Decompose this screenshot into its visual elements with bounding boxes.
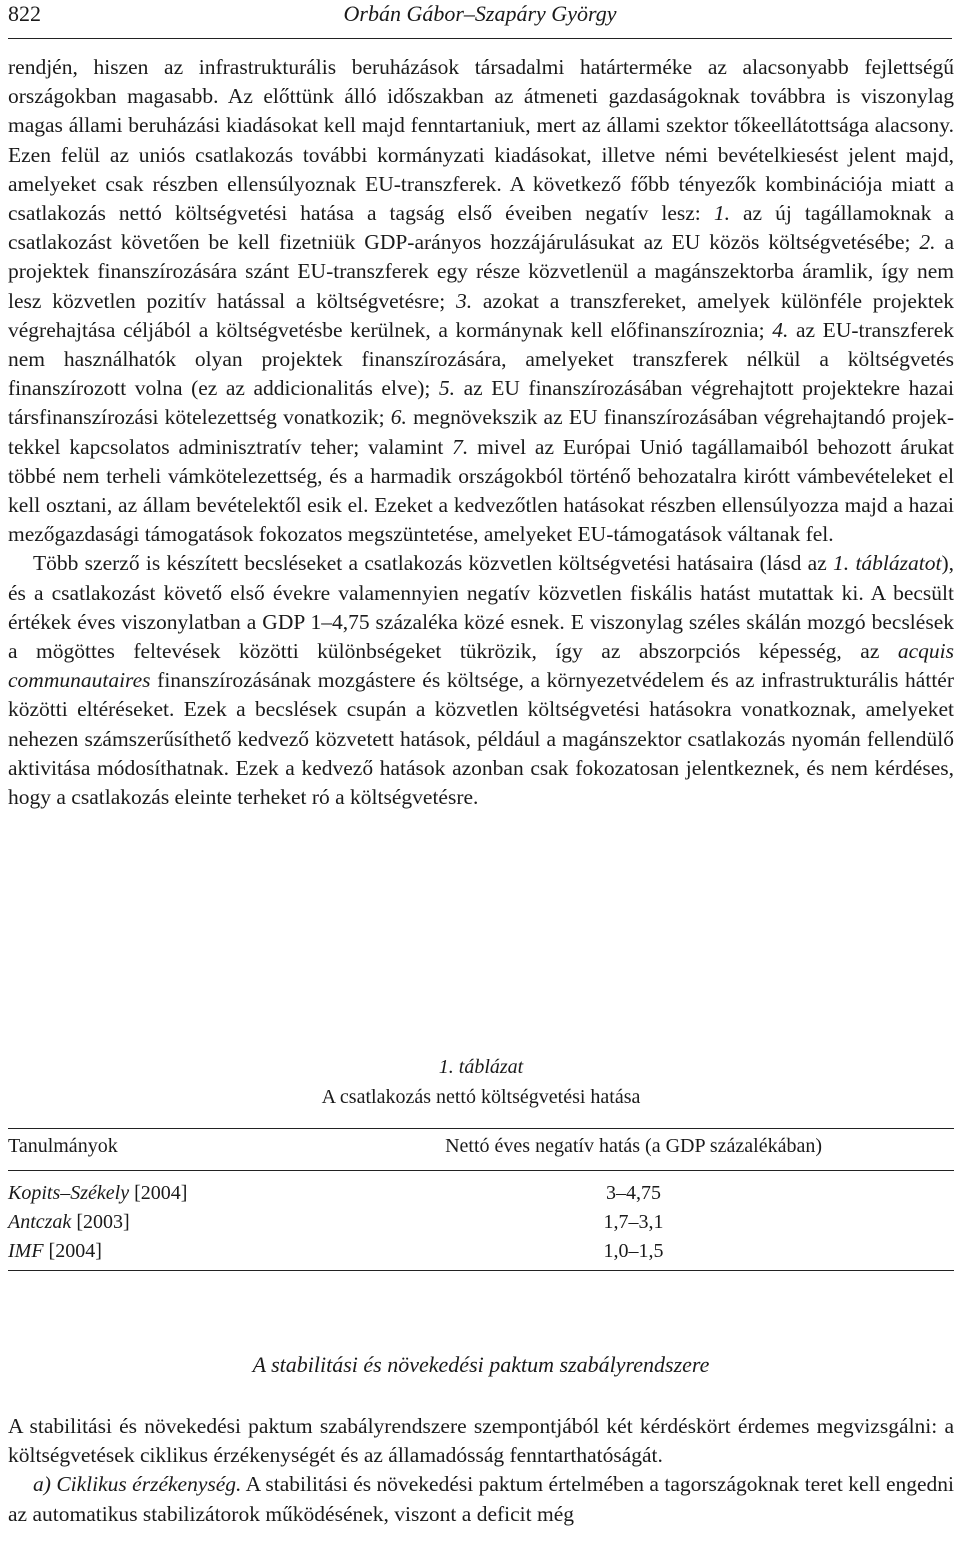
- section-text: [8, 1412, 954, 1529]
- row-author: IMF: [8, 1240, 44, 1262]
- paragraph-1: rendjén, hiszen az infrastrukturális beruházások társadalmi határterméke az alacsonyabb fejlettségű országokban magasabb. Az előttünk álló időszakban az átmeneti gazdaságoknak továbbra is viszonylag magas állami beruházási kiadásokat kell majd fenntartaniuk, mert az állami szektor tőkeellátottsága alacsony. Ezen felül az uniós csatlakozás további kormányzati kiadásokat, illetve némi bevételkiesést jelent majd, amelyeket csak részben ellensúlyoznak EU-transzferek. A következő főbb tényezők kombinációja miatt a csatlakozás nettó költségvetési hatása a tagság első éveiben negatív lesz: 1. az új tagállamoknak a csatlakozást követően be kell fizetniük GDP-arányos hozzájárulásukat az EU közös költségvetésébe; 2. a projektek finanszírozására szánt EU-transzferek egy része közvetlenül a magánszektorba áramlik, így nem lesz közvetlen pozitív hatással a költségvetésre; 3. azokat a transzfereket, amelyek különféle projektek végrehajtása céljából a költségvetésbe kerülnek, a kormánynak kell előfinanszíroznia; 4. az EU-transzferek nem használhatók olyan projektek finanszírozására, amelyeket transzferek nélkül a költségvetés finanszírozott volna (ez az addicionalitás elve); 5. az EU finanszírozásában végrehajtott projektekre hazai társfinanszírozási kötelezettség vonatkozik; 6. megnövekszik az EU finanszírozásában végrehajtandó projektekkel kapcsolatos adminisztratív teher; valamint 7. mivel az Európai Unió tagállamaiból behozott árukat többé nem terheli vámkötelezettség, és a harmadik országokból történő behozatalra kirótt vámbevételeket el kell osztani, az állam bevételektől esik el. Ezeket a kedvezőtlen hatásokat részben ellensúlyozza majd a hazai mezőgazdasági támogatások fokozatos megszüntetése, amelyeket EU-támogatások váltanak fel.: [8, 55, 954, 547]
- table-row: [8, 1208, 954, 1237]
- page-header: [8, 0, 952, 40]
- row-author: Antczak: [8, 1211, 72, 1233]
- table-caption: [8, 1052, 954, 1112]
- row-year: [2003]: [76, 1211, 130, 1233]
- row-year: [2004]: [48, 1240, 102, 1262]
- data-table: [8, 1128, 954, 1271]
- page-number: 822: [8, 1, 41, 26]
- row-author: Kopits–Székely: [8, 1182, 130, 1204]
- row-value: 1,7–3,1: [603, 1211, 664, 1233]
- section-paragraph-1: A stabilitási és növekedési paktum szabályrendszere szempontjából két kérdéskört érdemes megvizsgálni: a költségvetések ciklikus érzékenységét és az államadósság fenntarthatóságát.: [8, 1414, 954, 1468]
- table-col-studies: Tanulmányok: [8, 1129, 313, 1171]
- running-title: Orbán Gábor–Szapáry György: [343, 1, 617, 26]
- row-value: 1,0–1,5: [313, 1237, 954, 1271]
- row-year: [2004]: [134, 1182, 188, 1204]
- row-value: 3–4,75: [606, 1182, 662, 1204]
- table-col-effect: Nettó éves negatív hatás (a GDP százalékában): [313, 1129, 954, 1171]
- table-number: 1. táblázat: [438, 1056, 524, 1078]
- section-heading: A stabilitási és növekedési paktum szabályrendszere: [252, 1352, 710, 1377]
- section-paragraph-2: a) Ciklikus érzékenység. A stabilitási és növekedési paktum értelmében a tagországoknak teret kell engedni az automatikus stabilizátorok működésének, viszont a deficit még: [8, 1472, 955, 1526]
- header-rule: [8, 38, 952, 39]
- table-title: A csatlakozás nettó költségvetési hatása: [321, 1086, 641, 1108]
- table-header-row: [8, 1129, 954, 1171]
- table-row: [8, 1171, 954, 1209]
- main-text: [8, 53, 954, 812]
- subsection-label: a) Ciklikus érzékenység.: [33, 1472, 242, 1497]
- paragraph-2: Több szerző is készített becsléseket a csatlakozás közvetlen költségvetési hatásaira (lásd az 1. táblázatot), és a csatlakozást követő első évekre valamennyien negatív közvetlen fiskális hatást mutattak ki. A becsült értékek éves viszonylatban a GDP 1–4,75 százaléka közé esnek. E viszonylag széles skálán mozgó becslések a mögöttes feltevések közötti különbségeket tükrözik, így az abszorpciós képesség, az acquis communautaires finanszírozásának mozgástere és költsége, a környezetvédelem és az infrastrukturális háttér közötti eltéréseket. Ezek a becslések csupán a közvetlen költségvetési hatásokra vonatkoznak, amelyeket nehezen számszerűsíthető kedvező közvetett hatások, például a magánszektor csatlakozás nyomán fellendülő aktivitása módosíthatnak. Ezek a kedvező hatások azonban csak fokozatosan jelentkeznek, és nem kérdéses, hogy a csatlakozás eleinte terheket ró a költségvetésre.: [8, 551, 955, 810]
- table-row: [8, 1237, 954, 1271]
